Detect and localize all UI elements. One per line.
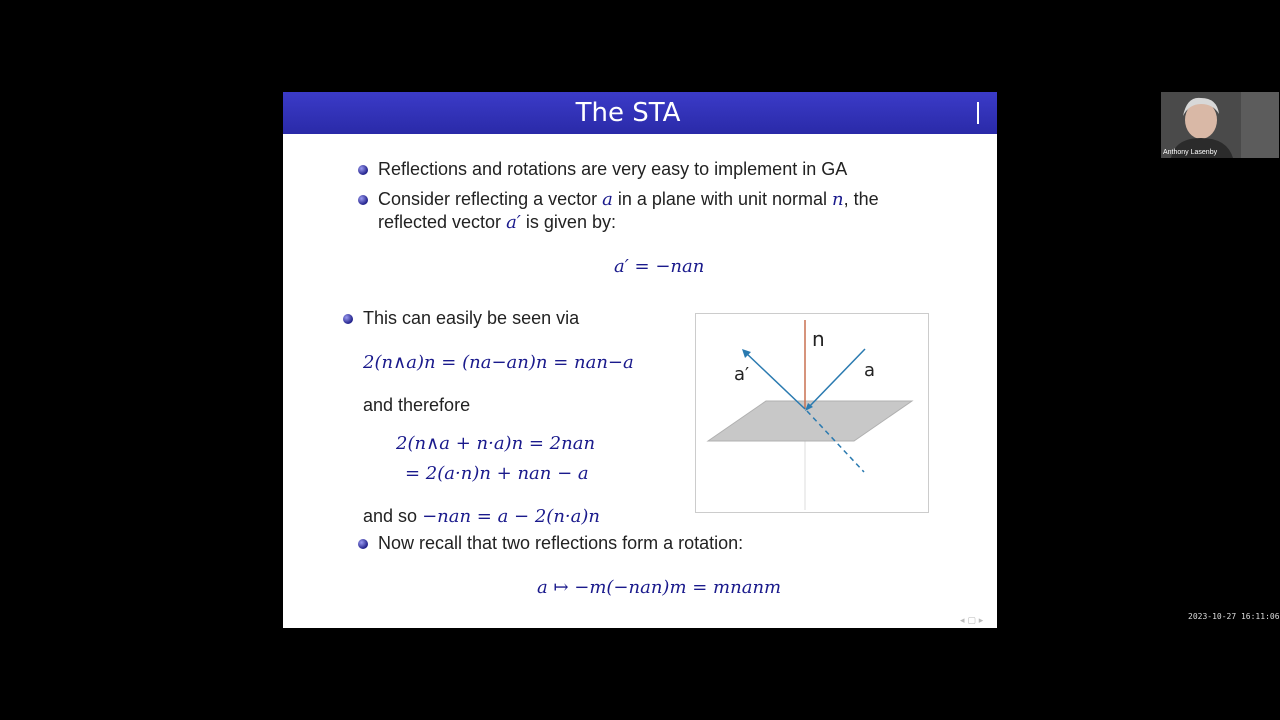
math-var-n: n: [832, 189, 844, 210]
text-and-so: and so: [363, 506, 418, 526]
equation-final: −nan = a − 2(n·a)n: [422, 506, 600, 527]
label-n: n: [812, 327, 825, 351]
recording-timestamp: 2023-10-27 16:11:06: [1188, 612, 1280, 621]
text-the: , the: [843, 189, 879, 209]
slide-title: The STA: [575, 98, 681, 128]
label-aprime: a′: [734, 364, 750, 385]
equation-sum-line2: = 2(a·n)n + nan − a: [405, 463, 589, 484]
reflected-ray-aprime: [745, 352, 805, 409]
equation-wedge: 2(n∧a)n = (na−an)n = nan−a: [363, 352, 634, 373]
equation-sum-line1: 2(n∧a + n·a)n = 2nan: [396, 433, 596, 454]
webcam-thumbnail: [1161, 92, 1279, 158]
math-var-aprime: a′: [506, 212, 521, 233]
bullet-easily-seen: This can easily be seen via: [363, 308, 580, 328]
equation-reflection: a′ = −nan: [614, 256, 705, 277]
text-and-therefore: and therefore: [363, 395, 471, 415]
text-given-by: is given by:: [525, 212, 616, 232]
bullet-reflections: Reflections and rotations are very easy to implement in GA: [378, 159, 848, 179]
slide-nav-controls[interactable]: ◂ ▢ ▸: [960, 616, 984, 626]
bullet-icon: [343, 314, 353, 324]
math-var-a: a: [602, 189, 613, 210]
webcam-name-label: Anthony Lasenby: [1163, 149, 1218, 156]
equation-rotation: a ↦ −m(−nan)m = mnanm: [537, 577, 782, 598]
bullet-icon: [358, 165, 368, 175]
bullet-icon: [358, 539, 368, 549]
label-a: a: [864, 360, 876, 381]
slide-title-bar: [283, 92, 997, 134]
text-consider: Consider reflecting a vector: [378, 189, 598, 209]
reflection-diagram-svg: [696, 314, 928, 512]
bullet-consider: [378, 189, 879, 210]
bullet-two-reflections: Now recall that two reflections form a rotation:: [378, 533, 744, 553]
text-reflected-vector: reflected vector: [378, 212, 502, 232]
text-cursor: [977, 102, 979, 124]
bullet-consider-line2: [378, 212, 616, 233]
bullet-icon: [358, 195, 368, 205]
final-line: [363, 506, 600, 527]
text-plane: in a plane with unit normal: [617, 189, 827, 209]
incoming-ray-a: [807, 349, 865, 409]
slide: [283, 92, 997, 628]
reflection-diagram: [695, 313, 929, 513]
